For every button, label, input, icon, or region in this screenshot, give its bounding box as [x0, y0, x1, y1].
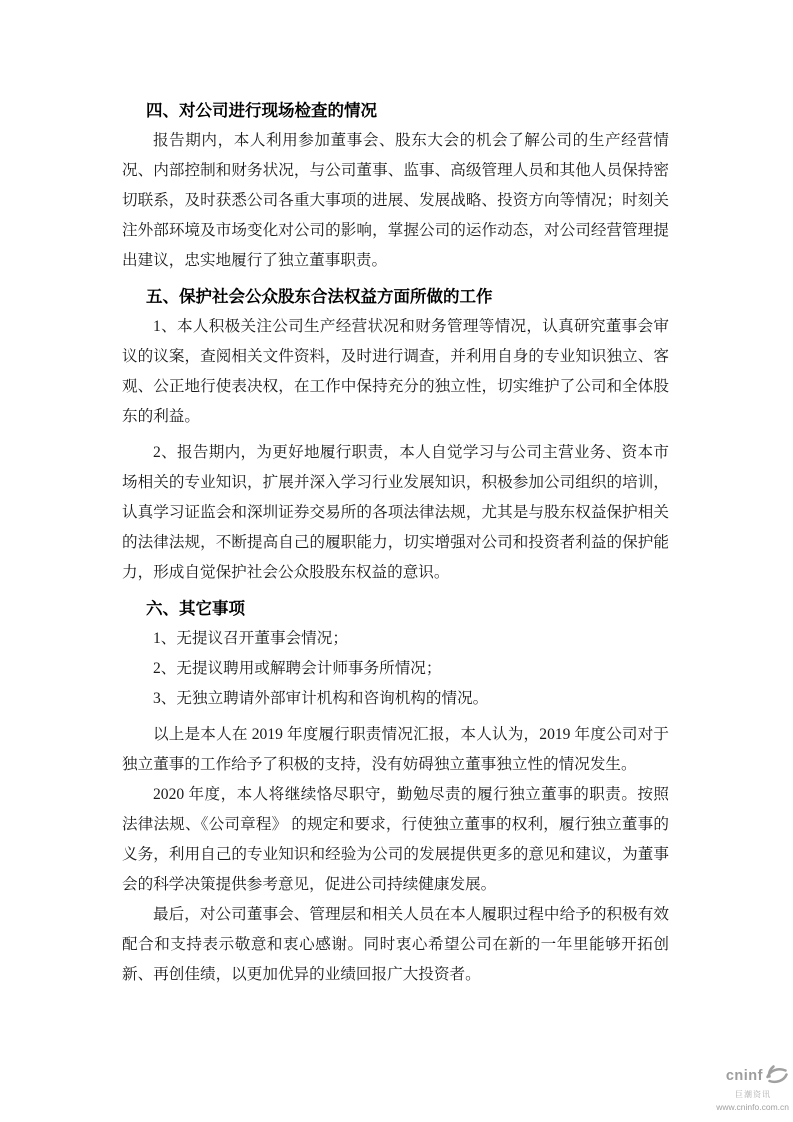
summary-2019-paragraph: 以上是本人在 2019 年度履行职责情况汇报，本人认为，2019 年度公司对于独立董事的工作给予了积极的支持，没有妨碍独立董事独立性的情况发生。: [122, 726, 669, 773]
closing-thanks-paragraph: 最后，对公司董事会、管理层和相关人员在本人履职过程中给予的积极有效配合和支持表示敬意和衷心感谢。同时衷心希望公司在新的一年里能够开拓创新、再创佳绩，以更加优异的业绩回报广大投资者。: [122, 906, 669, 983]
section-5-item-2: 2、报告期内，为更好地履行职责，本人自觉学习与公司主营业务、资本市场相关的专业知识，扩展并深入学习行业发展知识，积极参加公司组织的培训，认真学习证监会和深圳证券交易所的各项法律法规，尤其是与股东权益保护相关的法律法规，不断提高自己的履职能力，切实增强对公司和投资者利益的保护能力，形成自觉保护社会公众股股东权益的意识。: [122, 444, 669, 581]
outlook-2020-paragraph: 2020 年度，本人将继续恪尽职守，勤勉尽责的履行独立董事的职责。按照法律法规、《公司章程》 的规定和要求，行使独立董事的权利，履行独立董事的义务，利用自己的专业知识和经验为公司的发展提供更多的意见和建议，为董事会的科学决策提供参考意见，促进公司持续健康发展。: [122, 786, 669, 893]
section-6-item-2: 2、无提议聘用或解聘会计师事务所情况；: [153, 660, 442, 677]
section-4-paragraph: 报告期内，本人利用参加董事会、股东大会的机会了解公司的生产经营情况、内部控制和财务状况，与公司董事、监事、高级管理人员和其他人员保持密切联系，及时获悉公司各重大事项的进展、发展战略、投资方向等情况；时刻关注外部环境及市场变化对公司的影响，掌握公司的运作动态，对公司经营管理提出建议，忠实地履行了独立董事职责。: [122, 132, 669, 269]
cninfo-url: www.cninfo.com.cn: [716, 1102, 789, 1112]
cninfo-logo-text: cninf: [725, 1067, 763, 1084]
cninfo-swirl-icon: [765, 1064, 789, 1088]
cninfo-brand-chinese: 巨潮资讯: [735, 1090, 771, 1099]
document-body: [122, 96, 669, 990]
section-4-heading: 四、对公司进行现场检查的情况: [146, 102, 377, 120]
cninfo-logo-row: [726, 1064, 789, 1088]
section-6-item-1: 1、无提议召开董事会情况；: [153, 630, 348, 647]
cninfo-watermark: [716, 1064, 789, 1112]
section-6-item-3: 3、无独立聘请外部审计机构和咨询机构的情况。: [153, 690, 489, 707]
section-5-heading: 五、保护社会公众股东合法权益方面所做的工作: [146, 288, 493, 306]
section-5-item-1: 1、本人积极关注公司生产经营状况和财务管理等情况，认真研究董事会审议的议案，查阅相关文件资料，及时进行调查，并利用自身的专业知识独立、客观、公正地行使表决权，在工作中保持充分的独立性，切实维护了公司和全体股东的利益。: [122, 318, 669, 425]
section-6-heading: 六、其它事项: [146, 600, 245, 618]
